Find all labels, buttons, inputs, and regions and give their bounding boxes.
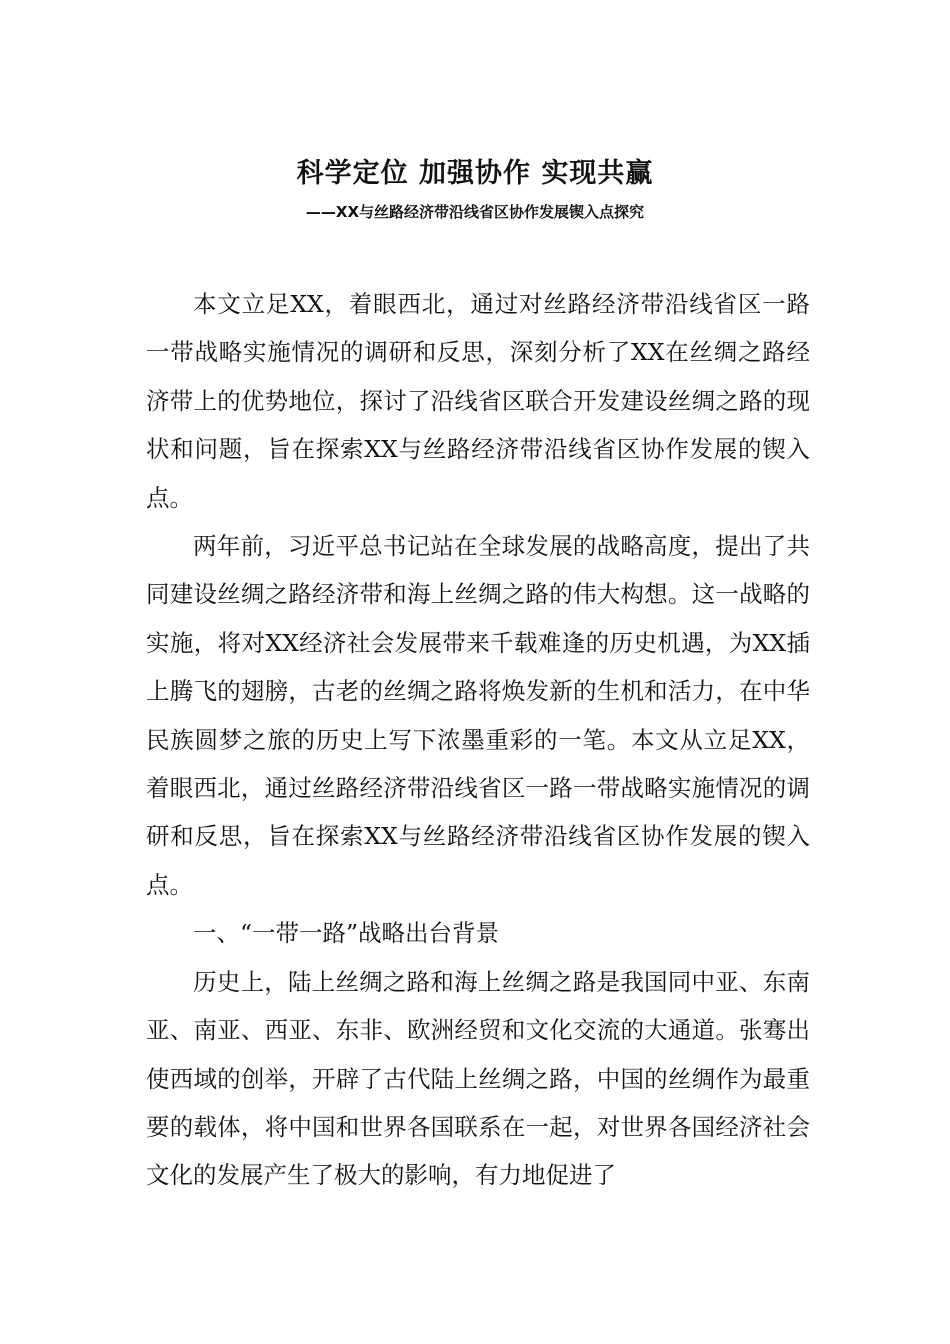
document-title: 科学定位 加强协作 实现共赢 [296,158,654,189]
document-body [146,280,810,1200]
document-subtitle: ——XX与丝路经济带沿线省区协作发展锲入点探究 [305,203,645,221]
paragraph-intro: 两年前，习近平总书记站在全球发展的战略高度，提出了共同建设丝绸之路经济带和海上丝绸之路的伟大构想。这一战略的实施，将对XX经济社会发展带来千载难逢的历史机遇，为XX插上腾飞的翅膀，古老的丝绸之路将焕发新的生机和活力，在中华民族圆梦之旅的历史上写下浓墨重彩的一笔。本文从立足XX，着眼西北，通过丝路经济带沿线省区一路一带战略实施情况的调研和反思，旨在探索XX与丝路经济带沿线省区协作发展的锲入点。 [146,532,810,899]
paragraph-history: 历史上，陆上丝绸之路和海上丝绸之路是我国同中亚、东南亚、南亚、西亚、东非、欧洲经贸和文化交流的大通道。张骞出使西域的创举，开辟了古代陆上丝绸之路，中国的丝绸作为最重要的载体，将中国和世界各国联系在一起，对世界各国经济社会文化的发展产生了极大的影响，有力地促进了 [146,967,810,1190]
paragraph-abstract: 本文立足XX，着眼西北，通过对丝路经济带沿线省区一路一带战略实施情况的调研和反思，深刻分析了XX在丝绸之路经济带上的优势地位，探讨了沿线省区联合开发建设丝绸之路的现状和问题，旨在探索XX与丝路经济带沿线省区协作发展的锲入点。 [146,290,810,512]
section-heading: 一、“一带一路”战略出台背景 [193,919,500,948]
